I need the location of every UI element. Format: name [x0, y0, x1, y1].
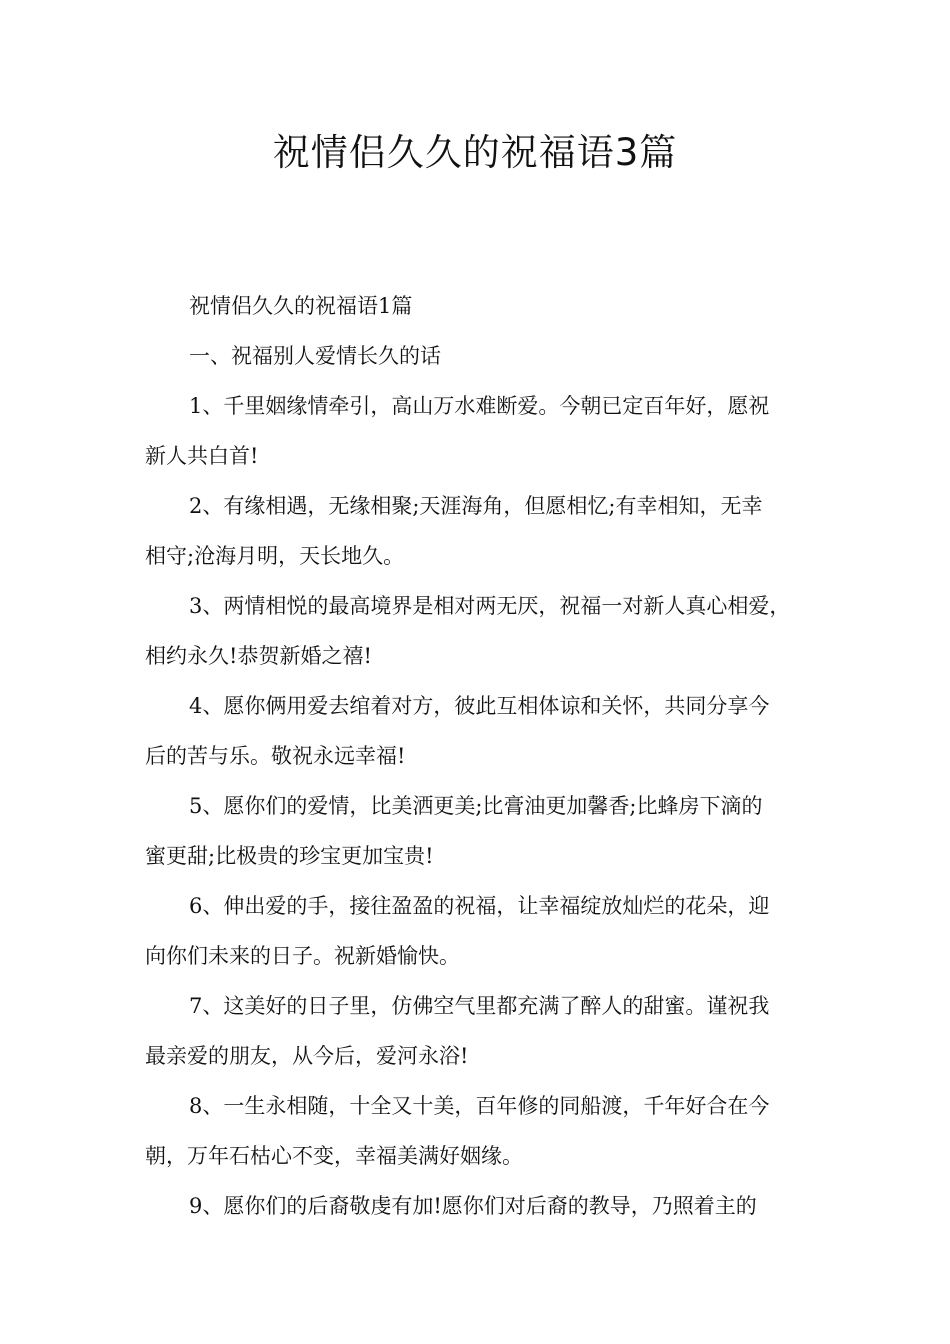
paragraph-line: 8、一生永相随，十全又十美，百年修的同船渡，千年好合在今	[189, 1094, 770, 1118]
paragraph-line: 祝情侣久久的祝福语1篇	[189, 294, 413, 318]
paragraph	[145, 281, 810, 331]
paragraph-line: 新人共白首!	[145, 444, 259, 468]
paragraph	[145, 1081, 810, 1181]
paragraph-line: 一、祝福别人爱情长久的话	[189, 344, 441, 368]
paragraph-line: 4、愿你俩用爱去绾着对方，彼此互相体谅和关怀，共同分享今	[189, 694, 770, 718]
paragraph	[145, 781, 810, 881]
paragraph-line: 最亲爱的朋友，从今后，爱河永浴!	[145, 1044, 469, 1068]
paragraph	[145, 981, 810, 1081]
paragraph	[145, 581, 810, 681]
paragraph	[145, 1181, 810, 1231]
paragraph	[145, 881, 810, 981]
paragraph-line: 向你们未来的日子。祝新婚愉快。	[145, 944, 460, 968]
paragraph	[145, 681, 810, 781]
paragraph-line: 5、愿你们的爱情，比美洒更美;比膏油更加馨香;比蜂房下滴的	[189, 794, 763, 818]
document-body	[145, 281, 810, 1231]
paragraph-line: 蜜更甜;比极贵的珍宝更加宝贵!	[145, 844, 434, 868]
paragraph-line: 3、两情相悦的最高境界是相对两无厌，祝福一对新人真心相爱，	[189, 594, 791, 618]
paragraph-line: 相约永久!恭贺新婚之禧!	[145, 644, 372, 668]
paragraph-line: 2、有缘相遇，无缘相聚;天涯海角，但愿相忆;有幸相知，无幸	[189, 494, 763, 518]
paragraph-line: 相守;沧海月明，天长地久。	[145, 544, 405, 568]
paragraph	[145, 381, 810, 481]
paragraph	[145, 331, 810, 381]
paragraph	[145, 481, 810, 581]
paragraph-line: 朝，万年石枯心不变，幸福美满好姻缘。	[145, 1144, 523, 1168]
paragraph-line: 9、愿你们的后裔敬虔有加!愿你们对后裔的教导，乃照着主的	[189, 1194, 757, 1218]
paragraph-line: 6、伸出爱的手，接往盈盈的祝福，让幸福绽放灿烂的花朵，迎	[189, 894, 770, 918]
page-title: 祝情侣久久的祝福语3篇	[272, 131, 678, 174]
paragraph-line: 后的苦与乐。敬祝永远幸福!	[145, 744, 406, 768]
paragraph-line: 1、千里姻缘情牵引，高山万水难断爱。今朝已定百年好，愿祝	[189, 394, 770, 418]
paragraph-line: 7、这美好的日子里，仿佛空气里都充满了醉人的甜蜜。谨祝我	[189, 994, 770, 1018]
